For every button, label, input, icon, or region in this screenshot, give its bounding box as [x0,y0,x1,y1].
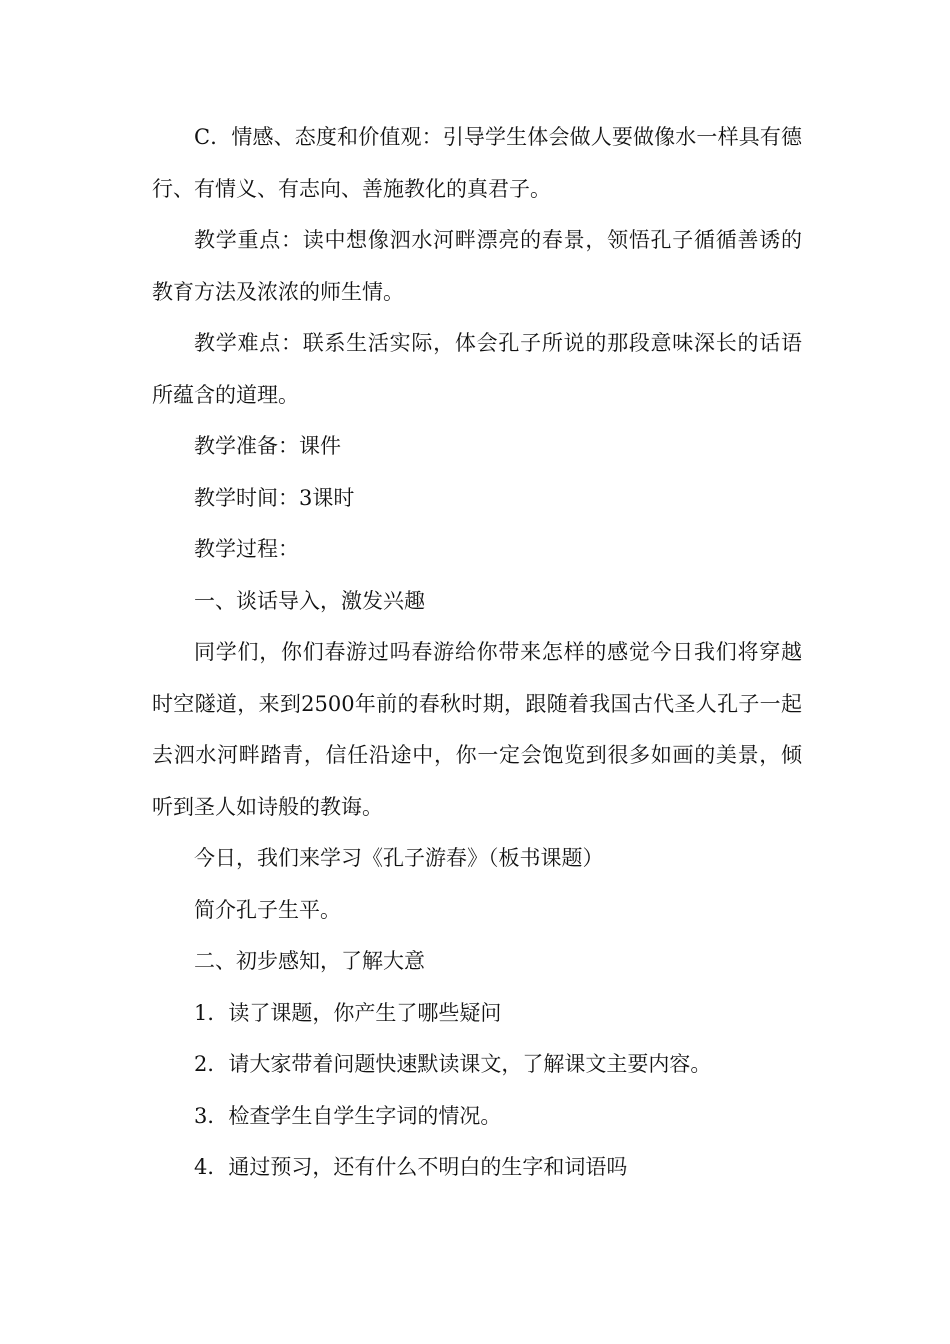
list-item-3: 3．检查学生自学生字词的情况。 [194,1103,502,1128]
paragraph-emotion-goal: C．情感、态度和价值观：引导学生体会做人要做像水一样具有德行、有情义、有志向、善施教化的真君子。 [152,125,802,201]
section-heading-introduction: 一、谈话导入，激发兴趣 [194,588,425,613]
paragraph-time: 教学时间：3课时 [194,485,355,510]
paragraph-key-points: 教学重点：读中想像泗水河畔漂亮的春景，领悟孔子循循善诱的教育方法及浓浓的师生情。 [152,228,802,304]
paragraph-preparation: 教学准备：课件 [194,434,341,458]
paragraph-difficulties: 教学难点：联系生活实际，体会孔子所说的那段意味深长的话语所蕴含的道理。 [152,331,802,407]
list-item-2: 2．请大家带着问题快速默读课文，了解课文主要内容。 [194,1052,712,1076]
paragraph-lesson-title: 今日，我们来学习《孔子游春》（板书课题） [194,846,604,870]
paragraph-process-heading: 教学过程： [194,537,299,561]
paragraph-biography: 简介孔子生平。 [194,897,341,922]
list-item-1: 1．读了课题，你产生了哪些疑问 [194,1000,502,1025]
list-item-4: 4．通过预习，还有什么不明白的生字和词语吗 [194,1155,628,1179]
document-body [152,112,802,1194]
section-heading-perception: 二、初步感知，了解大意 [194,949,425,973]
paragraph-introduction-text: 同学们，你们春游过吗春游给你带来怎样的感觉今日我们将穿越时空隧道，来到2500年前的春秋时期，跟随着我国古代圣人孔子一起去泗水河畔踏青，信任沿途中，你一定会饱览到很多如画的美景，倾听到圣人如诗般的教诲。 [152,640,802,819]
